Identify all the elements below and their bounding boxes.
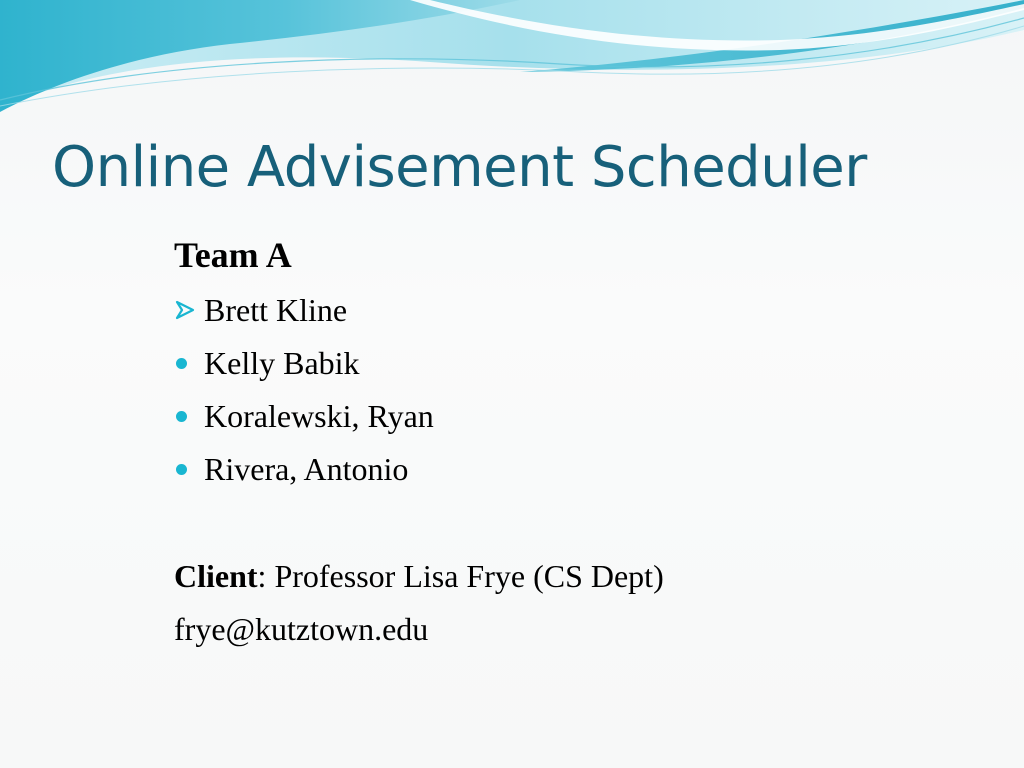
list-item [174, 443, 974, 496]
client-line [174, 550, 974, 603]
client-label: Client [174, 558, 258, 594]
list-item [174, 284, 974, 337]
slide-body [174, 228, 974, 656]
slide-title: Online Advisement Scheduler [52, 135, 867, 200]
member-name: Kelly Babik [204, 345, 360, 381]
list-item [174, 337, 974, 390]
team-member-list [174, 284, 974, 496]
client-info [174, 550, 974, 656]
client-separator: : [257, 558, 267, 594]
header-wave-decoration [0, 0, 1024, 120]
team-heading: Team A [174, 235, 292, 275]
dot-bullet-icon [176, 464, 187, 475]
member-name: Brett Kline [204, 292, 348, 328]
dot-bullet-icon [176, 358, 187, 369]
member-name: Rivera, Antonio [204, 451, 409, 487]
dot-bullet-icon [176, 411, 187, 422]
member-name: Koralewski, Ryan [204, 398, 434, 434]
list-item [174, 390, 974, 443]
client-email: frye@kutztown.edu [174, 611, 429, 647]
arrow-bullet-icon [174, 299, 196, 321]
client-value: Professor Lisa Frye (CS Dept) [266, 558, 664, 594]
